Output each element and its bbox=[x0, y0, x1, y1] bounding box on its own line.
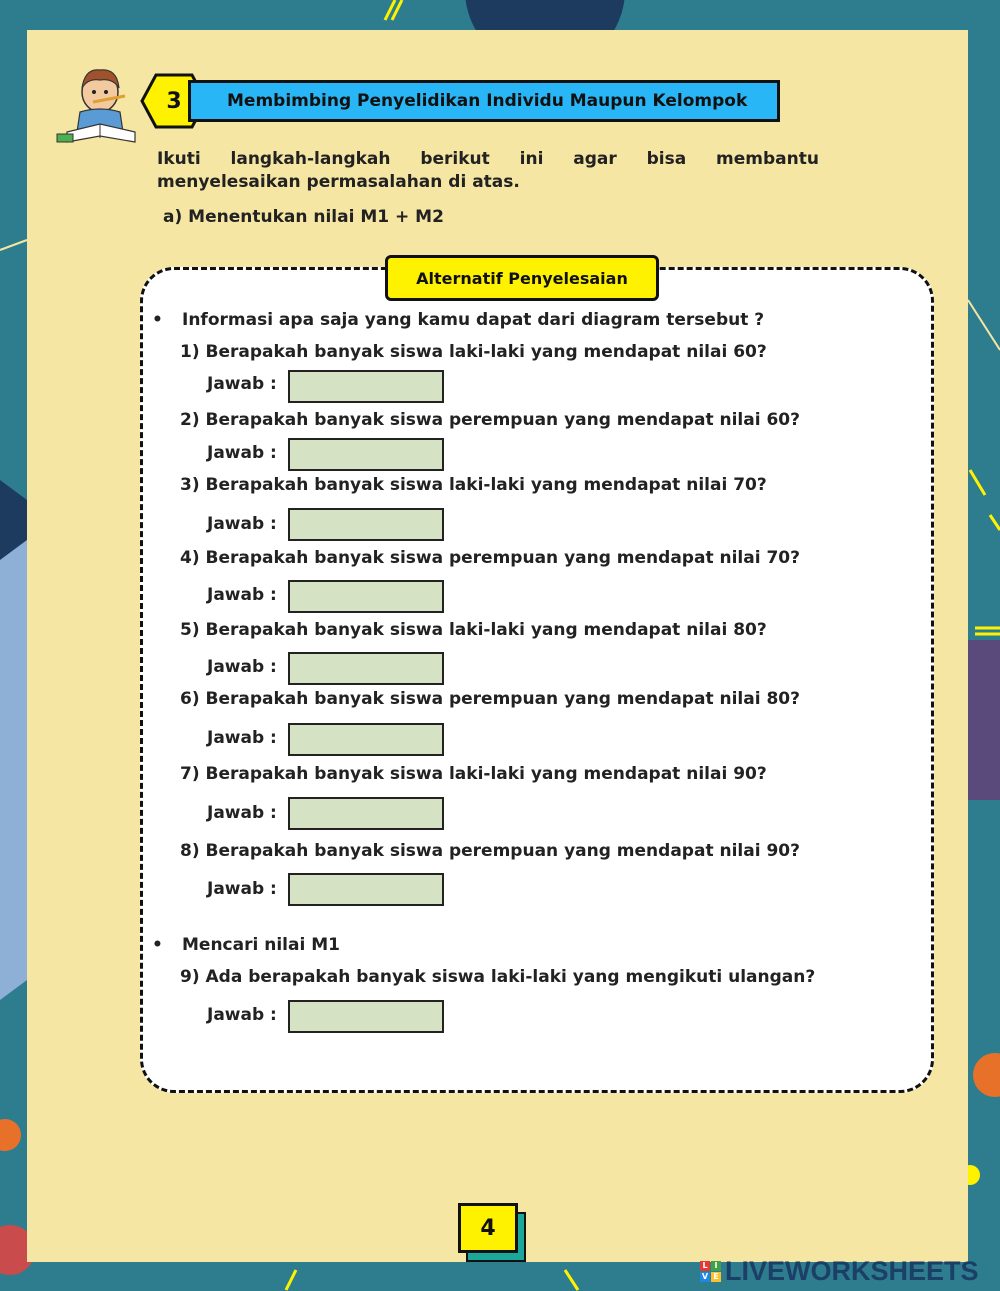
jawab-label: Jawab : bbox=[207, 879, 277, 899]
question-8: 8) Berapakah banyak siswa perempuan yang mendapat nilai 90? bbox=[180, 841, 800, 861]
bullet-dot-icon: • bbox=[152, 935, 163, 955]
answer-input-3[interactable] bbox=[288, 508, 444, 541]
answer-input-9[interactable] bbox=[288, 1000, 444, 1033]
logo-letter: I bbox=[711, 1261, 721, 1271]
liveworksheets-watermark bbox=[700, 1256, 979, 1286]
intro-word: langkah-langkah bbox=[230, 149, 391, 169]
liveworksheets-logo-icon bbox=[700, 1261, 721, 1282]
bullet-text: Informasi apa saja yang kamu dapat dari diagram tersebut ? bbox=[182, 310, 765, 330]
question-3: 3) Berapakah banyak siswa laki-laki yang mendapat nilai 70? bbox=[180, 475, 767, 495]
jawab-label: Jawab : bbox=[207, 657, 277, 677]
intro-word: ini bbox=[519, 149, 544, 169]
bullet-dot-icon: • bbox=[152, 310, 163, 330]
page-number: 4 bbox=[458, 1203, 518, 1253]
section-title: Membimbing Penyelidikan Individu Maupun Kelompok bbox=[227, 91, 748, 111]
question-1: 1) Berapakah banyak siswa laki-laki yang mendapat nilai 60? bbox=[180, 342, 767, 362]
instructions-line-2: menyelesaikan permasalahan di atas. bbox=[157, 172, 520, 192]
answer-input-7[interactable] bbox=[288, 797, 444, 830]
intro-word: agar bbox=[573, 149, 617, 169]
intro-word: berikut bbox=[420, 149, 490, 169]
section-banner bbox=[188, 80, 780, 122]
step-number: 3 bbox=[166, 88, 182, 114]
intro-word: bisa bbox=[646, 149, 687, 169]
solution-box-title: Alternatif Penyelesaian bbox=[385, 255, 659, 301]
jawab-label: Jawab : bbox=[207, 374, 277, 394]
question-4: 4) Berapakah banyak siswa perempuan yang mendapat nilai 70? bbox=[180, 548, 800, 568]
question-2: 2) Berapakah banyak siswa perempuan yang mendapat nilai 60? bbox=[180, 410, 800, 430]
bullet-text: Mencari nilai M1 bbox=[182, 935, 340, 955]
answer-input-5[interactable] bbox=[288, 652, 444, 685]
jawab-label: Jawab : bbox=[207, 585, 277, 605]
answer-input-2[interactable] bbox=[288, 438, 444, 471]
student-reading-illustration bbox=[55, 60, 145, 150]
jawab-label: Jawab : bbox=[207, 443, 277, 463]
question-6: 6) Berapakah banyak siswa perempuan yang mendapat nilai 80? bbox=[180, 689, 800, 709]
answer-input-1[interactable] bbox=[288, 370, 444, 403]
answer-input-8[interactable] bbox=[288, 873, 444, 906]
question-5: 5) Berapakah banyak siswa laki-laki yang mendapat nilai 80? bbox=[180, 620, 767, 640]
instructions bbox=[157, 148, 819, 194]
answer-input-6[interactable] bbox=[288, 723, 444, 756]
logo-letter: V bbox=[701, 1271, 709, 1281]
answer-input-4[interactable] bbox=[288, 580, 444, 613]
jawab-label: Jawab : bbox=[207, 514, 277, 534]
intro-word: Ikuti bbox=[157, 149, 201, 169]
subsection-a-heading: a) Menentukan nilai M1 + M2 bbox=[163, 207, 444, 227]
jawab-label: Jawab : bbox=[207, 1005, 277, 1025]
intro-word: membantu bbox=[716, 149, 819, 169]
instructions-line-1 bbox=[157, 148, 819, 171]
logo-letter: L bbox=[700, 1261, 710, 1271]
logo-letter: E bbox=[711, 1272, 721, 1282]
watermark-text: LIVEWORKSHEETS bbox=[725, 1255, 979, 1286]
jawab-label: Jawab : bbox=[207, 803, 277, 823]
question-9: 9) Ada berapakah banyak siswa laki-laki yang mengikuti ulangan? bbox=[180, 967, 816, 987]
question-7: 7) Berapakah banyak siswa laki-laki yang mendapat nilai 90? bbox=[180, 764, 767, 784]
jawab-label: Jawab : bbox=[207, 728, 277, 748]
